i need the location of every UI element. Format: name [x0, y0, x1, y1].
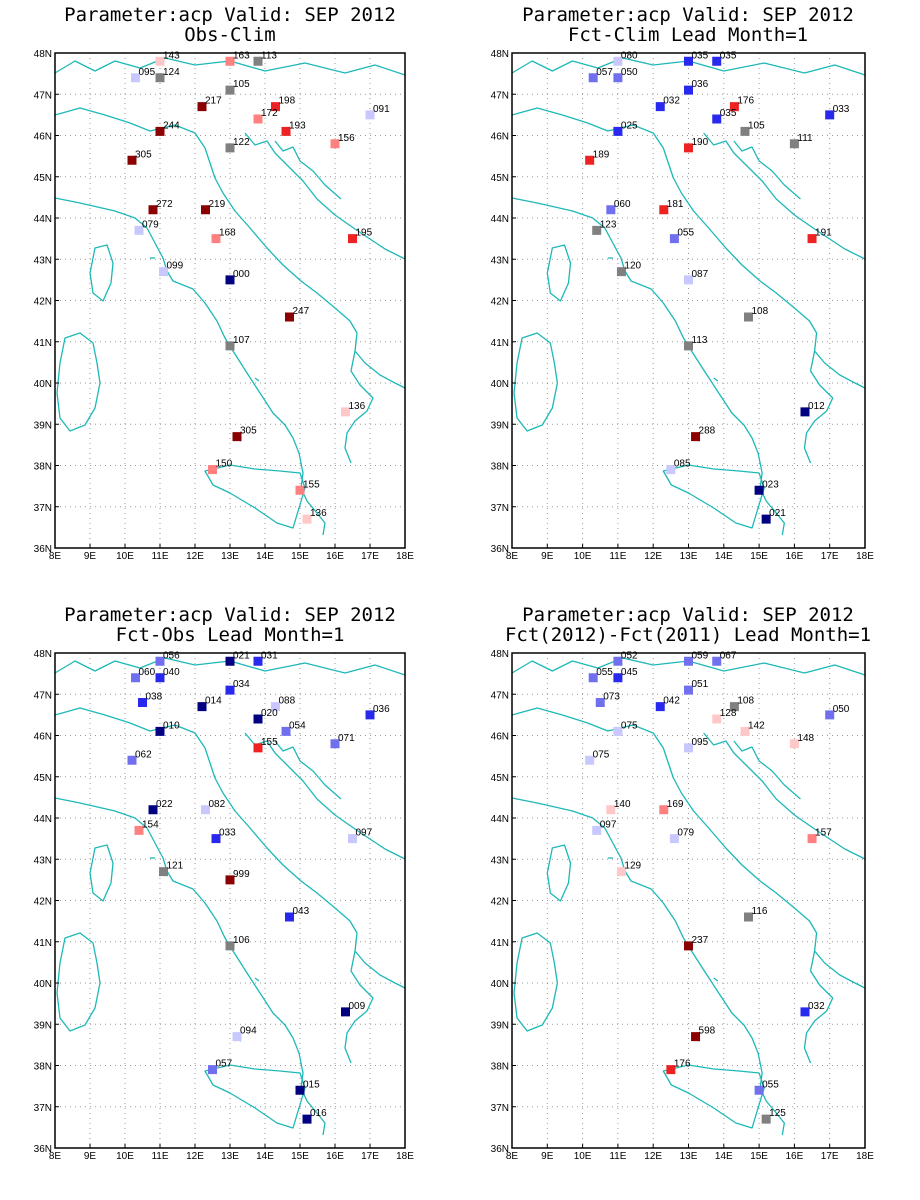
station-value-label: 042 [663, 695, 680, 707]
station-value-label: 168 [219, 227, 236, 239]
station-value-label: 181 [666, 198, 684, 210]
x-tick-label: 14E [714, 1151, 733, 1162]
y-tick-label: 39N [490, 420, 509, 432]
station-value-label: 036 [691, 79, 709, 91]
station-value-label: 105 [233, 79, 250, 91]
station-value-label: 113 [691, 334, 708, 346]
y-tick-label: 37N [490, 502, 509, 514]
x-tick-label: 18E [856, 1151, 874, 1162]
station-value-label: 031 [261, 650, 278, 662]
map-panel-2 [491, 4, 875, 562]
station-value-label: 016 [310, 1108, 327, 1120]
station-value-label: 071 [338, 732, 355, 744]
station-value-label: 067 [719, 650, 737, 662]
station-value-label: 033 [219, 827, 236, 839]
station-value-label: 136 [348, 400, 366, 412]
station-value-label: 142 [747, 720, 765, 732]
station-value-label: 095 [138, 66, 156, 78]
station-value-label: 272 [156, 198, 173, 210]
y-tick-label: 41N [490, 937, 509, 949]
x-tick-label: 8E [505, 1151, 519, 1162]
station-value-label: 079 [142, 219, 159, 231]
x-tick-label: 12E [186, 1151, 204, 1162]
x-tick-label: 9E [83, 551, 97, 562]
station-value-label: 305 [240, 425, 257, 437]
y-tick-label: 42N [490, 296, 509, 308]
x-tick-label: 17E [361, 551, 379, 562]
station-value-label: 244 [163, 120, 180, 132]
station-value-label: 122 [233, 136, 250, 148]
station-value-label: 148 [797, 732, 815, 744]
station-markers [585, 50, 850, 523]
y-tick-label: 48N [33, 49, 52, 60]
station-value-label: 157 [815, 827, 832, 839]
y-tick-label: 37N [490, 1102, 509, 1114]
station-value-label: 040 [163, 666, 180, 678]
x-tick-label: 13E [221, 1151, 239, 1162]
x-tick-label: 16E [785, 551, 804, 562]
y-tick-label: 46N [33, 131, 52, 143]
station-value-label: 080 [620, 50, 638, 62]
y-tick-label: 42N [33, 896, 52, 908]
station-value-label: 055 [762, 1079, 779, 1091]
y-tick-label: 44N [33, 214, 52, 225]
y-tick-label: 40N [33, 979, 52, 990]
station-value-label: 247 [292, 306, 310, 317]
x-tick-label: 17E [361, 1151, 379, 1162]
station-value-label: 124 [163, 66, 180, 78]
y-tick-label: 45N [490, 772, 509, 784]
x-tick-label: 12E [644, 551, 663, 562]
y-tick-label: 43N [490, 255, 509, 267]
station-value-label: 045 [620, 666, 638, 678]
x-tick-label: 18E [396, 1151, 414, 1162]
station-value-label: 035 [719, 108, 737, 119]
station-value-label: 060 [613, 198, 631, 210]
y-tick-label: 37N [33, 1102, 52, 1114]
station-value-label: 043 [292, 906, 310, 917]
x-tick-label: 18E [396, 551, 414, 562]
y-tick-label: 43N [33, 855, 52, 867]
station-value-label: 035 [691, 50, 709, 62]
x-tick-label: 16E [785, 1151, 804, 1162]
station-value-label: 150 [215, 458, 233, 470]
y-tick-label: 36N [33, 544, 52, 555]
station-value-label: 155 [303, 479, 320, 491]
x-tick-label: 18E [856, 551, 874, 562]
station-value-label: 113 [261, 50, 277, 62]
x-tick-label: 8E [48, 1151, 62, 1162]
x-tick-label: 13E [679, 551, 698, 562]
y-tick-label: 44N [33, 814, 52, 825]
x-tick-label: 10E [116, 1151, 134, 1162]
station-value-label: 000 [233, 268, 250, 280]
station-markers [128, 50, 391, 523]
y-tick-label: 45N [33, 772, 52, 784]
x-tick-label: 11E [151, 551, 169, 562]
y-tick-label: 46N [490, 131, 509, 143]
x-tick-label: 11E [609, 551, 627, 562]
station-value-label: 022 [156, 798, 173, 810]
y-tick-label: 40N [490, 979, 509, 990]
station-value-label: 107 [233, 334, 250, 346]
x-tick-label: 15E [750, 551, 768, 562]
station-value-label: 059 [691, 650, 709, 662]
station-value-label: 305 [135, 149, 152, 161]
station-value-label: 050 [620, 66, 638, 78]
y-tick-label: 43N [33, 255, 52, 267]
station-value-label: 020 [261, 708, 278, 719]
station-value-label: 598 [698, 1025, 716, 1037]
station-value-label: 193 [289, 120, 306, 132]
station-value-label: 123 [599, 219, 617, 231]
x-tick-label: 15E [750, 1151, 768, 1162]
station-markers [585, 650, 850, 1123]
station-value-label: 169 [666, 798, 684, 810]
station-value-label: 198 [278, 95, 296, 107]
station-value-label: 105 [747, 120, 765, 132]
panel-subtitle: Fct-Obs Lead Month=1 [115, 624, 345, 646]
y-tick-label: 40N [33, 379, 52, 390]
station-value-label: 094 [240, 1025, 257, 1037]
y-tick-label: 38N [490, 1061, 509, 1073]
x-tick-label: 14E [256, 551, 274, 562]
x-tick-label: 11E [609, 1151, 627, 1162]
map-panel-4 [491, 604, 875, 1162]
station-value-label: 099 [166, 260, 184, 272]
station-value-label: 163 [233, 50, 250, 62]
y-tick-label: 44N [490, 214, 509, 225]
y-tick-label: 48N [490, 49, 509, 60]
station-value-label: 035 [719, 50, 737, 62]
station-value-label: 054 [289, 720, 306, 732]
x-tick-label: 16E [326, 1151, 344, 1162]
y-tick-label: 42N [490, 896, 509, 908]
station-value-label: 009 [348, 1000, 366, 1012]
y-tick-label: 48N [490, 649, 509, 660]
station-value-label: 015 [303, 1079, 320, 1091]
y-tick-label: 39N [33, 420, 52, 432]
station-value-label: 121 [166, 860, 184, 872]
station-value-label: 052 [620, 650, 638, 662]
station-value-label: 140 [613, 798, 631, 810]
station-value-label: 073 [603, 691, 620, 703]
y-tick-label: 47N [490, 690, 509, 702]
y-tick-label: 45N [33, 172, 52, 184]
x-tick-label: 17E [820, 551, 839, 562]
station-value-label: 021 [233, 650, 250, 662]
station-value-label: 999 [233, 868, 250, 880]
station-value-label: 057 [596, 66, 613, 78]
station-value-label: 075 [620, 720, 638, 732]
station-value-label: 021 [769, 508, 786, 520]
station-value-label: 128 [719, 708, 737, 719]
y-tick-label: 41N [490, 337, 509, 349]
x-tick-label: 9E [541, 1151, 554, 1162]
x-tick-label: 14E [714, 551, 733, 562]
y-tick-label: 44N [490, 814, 509, 825]
y-tick-label: 41N [33, 337, 52, 349]
station-value-label: 097 [355, 827, 373, 839]
y-tick-label: 41N [33, 937, 52, 949]
station-value-label: 154 [142, 819, 159, 831]
panel-title: Parameter:acp Valid: SEP 2012 [522, 4, 854, 26]
station-value-label: 176 [737, 95, 755, 107]
station-value-label: 032 [807, 1000, 825, 1012]
station-value-label: 051 [691, 679, 709, 691]
station-value-label: 156 [338, 132, 355, 144]
station-value-label: 091 [373, 103, 390, 115]
station-value-label: 189 [592, 149, 610, 161]
station-value-label: 191 [815, 227, 832, 239]
station-value-label: 190 [691, 136, 709, 148]
station-value-label: 062 [135, 749, 152, 761]
station-value-label: 095 [691, 736, 709, 748]
station-value-label: 217 [205, 95, 222, 107]
station-value-label: 057 [215, 1058, 233, 1070]
y-tick-label: 47N [33, 690, 52, 702]
gridlines [55, 653, 405, 1148]
station-value-label: 108 [737, 695, 755, 707]
y-tick-label: 39N [490, 1020, 509, 1032]
y-tick-label: 38N [33, 461, 52, 473]
y-tick-label: 46N [33, 731, 52, 743]
gridlines [512, 53, 865, 548]
station-value-label: 032 [663, 95, 680, 107]
map-panel-3 [34, 604, 415, 1162]
x-tick-label: 13E [221, 551, 239, 562]
x-tick-label: 10E [573, 1151, 592, 1162]
panel-title: Parameter:acp Valid: SEP 2012 [64, 4, 396, 26]
x-tick-label: 15E [291, 551, 309, 562]
y-tick-label: 38N [33, 1061, 52, 1073]
y-tick-label: 48N [33, 649, 52, 660]
x-tick-label: 10E [573, 551, 592, 562]
station-value-label: 237 [691, 934, 709, 946]
station-value-label: 056 [163, 650, 180, 662]
station-value-label: 106 [233, 934, 250, 946]
station-value-label: 012 [807, 400, 825, 412]
y-tick-label: 38N [490, 461, 509, 473]
y-tick-label: 36N [490, 1144, 509, 1155]
station-value-label: 143 [163, 50, 180, 62]
station-value-label: 036 [373, 703, 390, 715]
station-value-label: 195 [355, 227, 373, 239]
panel-subtitle: Fct-Clim Lead Month=1 [567, 24, 809, 46]
panel-subtitle: Fct(2012)-Fct(2011) Lead Month=1 [504, 624, 872, 646]
gridlines [512, 653, 865, 1148]
station-value-label: 176 [673, 1058, 691, 1070]
y-tick-label: 40N [490, 379, 509, 390]
station-value-label: 010 [163, 720, 180, 732]
station-value-label: 055 [677, 227, 695, 239]
station-value-label: 033 [832, 103, 850, 115]
station-value-label: 111 [797, 132, 813, 144]
station-value-label: 079 [677, 827, 695, 839]
x-tick-label: 12E [644, 1151, 663, 1162]
station-value-label: 023 [762, 479, 779, 491]
x-tick-label: 15E [291, 1151, 309, 1162]
station-value-label: 055 [596, 666, 613, 678]
y-tick-label: 46N [490, 731, 509, 743]
x-tick-label: 16E [326, 551, 344, 562]
station-value-label: 034 [233, 679, 250, 691]
station-value-label: 050 [832, 703, 850, 715]
x-tick-label: 9E [541, 551, 554, 562]
station-value-label: 120 [624, 260, 642, 272]
station-value-label: 288 [698, 425, 716, 437]
station-value-label: 108 [751, 306, 769, 317]
station-value-label: 038 [145, 691, 163, 703]
y-tick-label: 45N [490, 172, 509, 184]
x-tick-label: 11E [151, 1151, 169, 1162]
station-value-label: 075 [592, 749, 610, 761]
y-tick-label: 42N [33, 296, 52, 308]
panel-subtitle: Obs-Clim [184, 24, 276, 46]
map-panel-1 [34, 4, 415, 562]
station-value-label: 025 [620, 120, 638, 132]
station-value-label: 219 [208, 198, 226, 210]
y-tick-label: 47N [33, 90, 52, 102]
y-tick-label: 47N [490, 90, 509, 102]
y-tick-label: 36N [33, 1144, 52, 1155]
x-tick-label: 8E [505, 551, 519, 562]
x-tick-label: 14E [256, 1151, 274, 1162]
station-value-label: 097 [599, 819, 617, 831]
station-value-label: 014 [205, 695, 222, 707]
x-tick-label: 10E [116, 551, 134, 562]
station-value-label: 085 [673, 458, 691, 470]
x-tick-label: 9E [83, 1151, 97, 1162]
station-value-label: 087 [691, 268, 709, 280]
station-value-label: 116 [751, 906, 768, 917]
panel-title: Parameter:acp Valid: SEP 2012 [522, 604, 854, 626]
x-tick-label: 17E [820, 1151, 839, 1162]
y-tick-label: 39N [33, 1020, 52, 1032]
y-tick-label: 37N [33, 502, 52, 514]
x-tick-label: 13E [679, 1151, 698, 1162]
station-value-label: 125 [769, 1108, 786, 1120]
panel-title: Parameter:acp Valid: SEP 2012 [64, 604, 396, 626]
station-value-label: 060 [138, 666, 156, 678]
station-markers [128, 650, 391, 1123]
x-tick-label: 12E [186, 551, 204, 562]
station-value-label: 136 [310, 508, 327, 520]
station-value-label: 082 [208, 798, 226, 810]
x-tick-label: 8E [48, 551, 62, 562]
gridlines [55, 53, 405, 548]
y-tick-label: 36N [490, 544, 509, 555]
station-value-label: 129 [624, 860, 642, 872]
station-value-label: 088 [278, 695, 296, 707]
station-value-label: 155 [261, 736, 278, 748]
y-tick-label: 43N [490, 855, 509, 867]
station-value-label: 172 [261, 108, 278, 119]
